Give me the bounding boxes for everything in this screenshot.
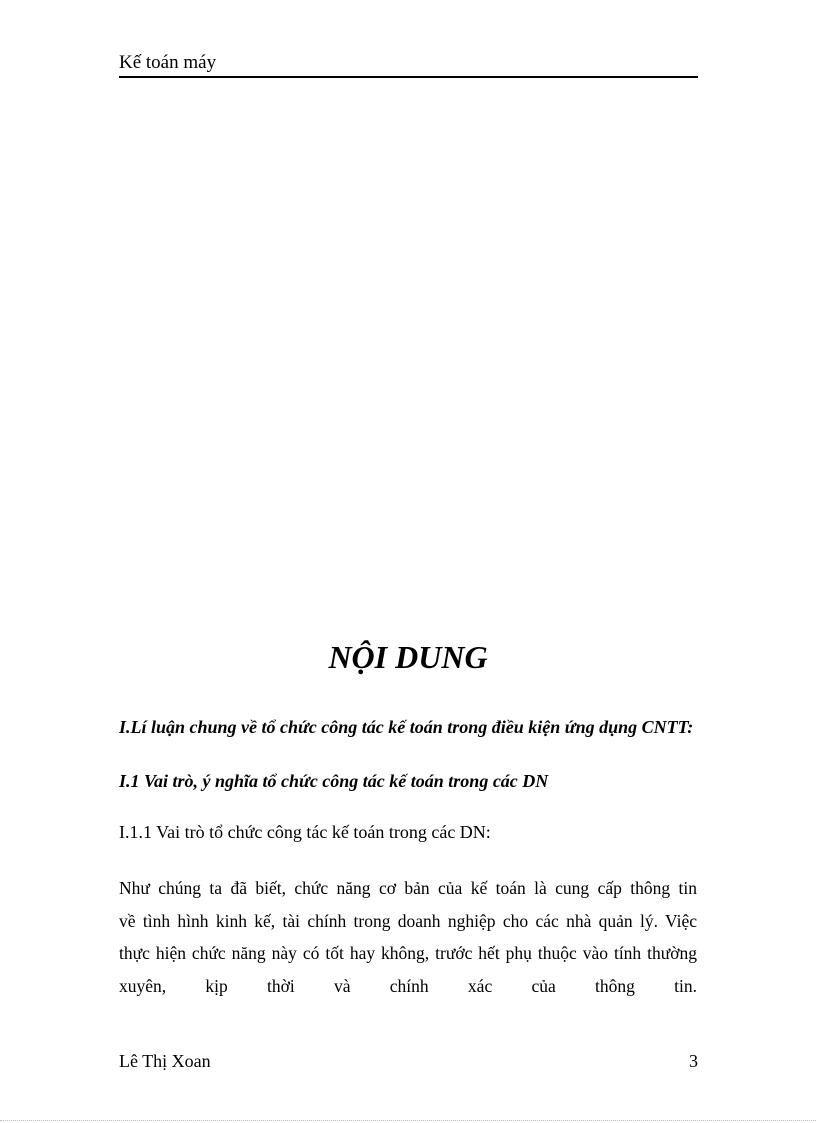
page-number: 3 <box>689 1051 698 1071</box>
document-title: NỘI DUNG <box>328 639 488 675</box>
footer-author: Lê Thị Xoan <box>119 1051 211 1071</box>
section-heading-1-1: I.1 Vai trò, ý nghĩa tổ chức công tác kế toán trong các DN <box>119 771 549 791</box>
page-footer <box>119 1050 698 1074</box>
header-title: Kế toán máy <box>119 52 217 73</box>
paragraph-line: xuyên, kịp thời và chính xác của thông tin. <box>119 975 697 996</box>
page-bottom-edge <box>0 1120 816 1121</box>
section-heading-1: I.Lí luận chung về tổ chức công tác kế toán trong điều kiện ứng dụng CNTT: <box>119 717 694 737</box>
paragraph-line: Như chúng ta đã biết, chức năng cơ bản của kế toán là cung cấp thông tin <box>119 878 697 898</box>
paragraph-line: về tình hình kinh kế, tài chính trong doanh nghiệp cho các nhà quản lý. Việc <box>119 910 697 931</box>
paragraph-line: thực hiện chức năng này có tốt hay không, trước hết phụ thuộc vào tính thường <box>119 943 697 963</box>
page-header <box>119 52 698 78</box>
body-paragraph <box>119 872 697 1002</box>
section-heading-1-1-1: I.1.1 Vai trò tổ chức công tác kế toán trong các DN: <box>119 822 491 842</box>
